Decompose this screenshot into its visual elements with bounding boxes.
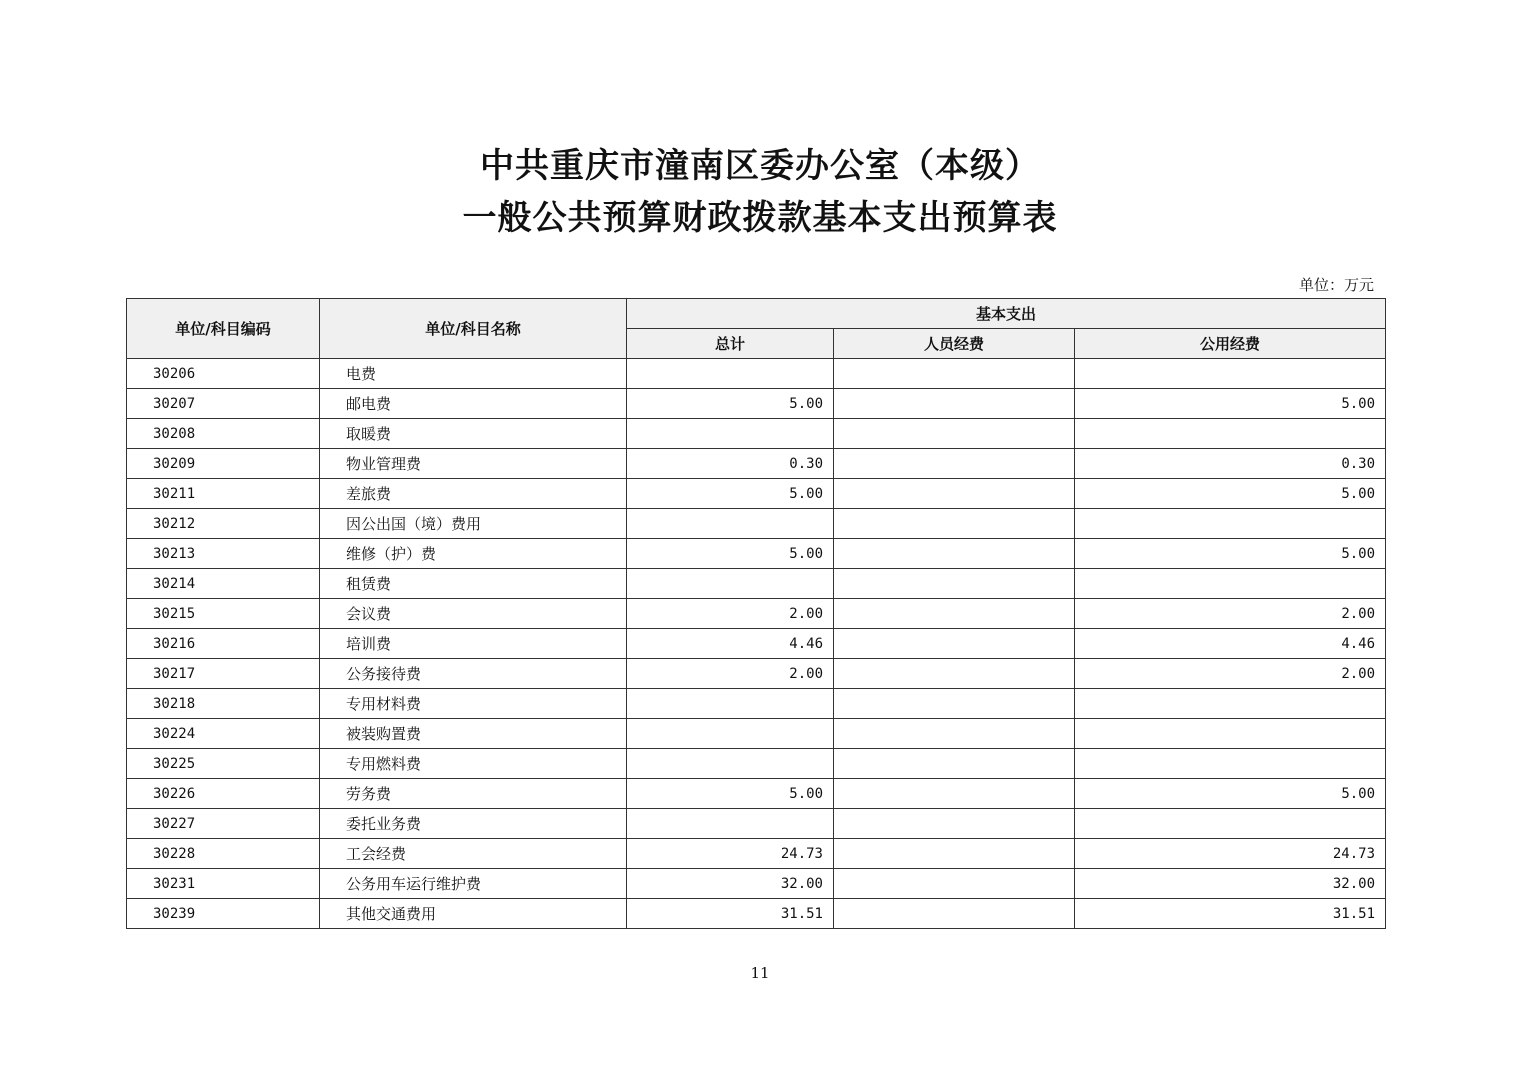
row-personnel <box>834 509 1075 539</box>
row-personnel <box>834 539 1075 569</box>
row-name: 公务接待费 <box>320 659 627 689</box>
row-code: 30217 <box>127 659 320 689</box>
table-row <box>127 389 1386 419</box>
row-name: 维修（护）费 <box>320 539 627 569</box>
row-code: 30239 <box>127 899 320 929</box>
header-personnel: 人员经费 <box>834 329 1075 359</box>
row-code: 30216 <box>127 629 320 659</box>
row-code: 30209 <box>127 449 320 479</box>
row-name: 培训费 <box>320 629 627 659</box>
row-public <box>1075 419 1386 449</box>
row-public: 31.51 <box>1075 899 1386 929</box>
row-public: 32.00 <box>1075 869 1386 899</box>
row-name: 电费 <box>320 359 627 389</box>
row-code: 30228 <box>127 839 320 869</box>
page-title: 中共重庆市潼南区委办公室（本级） <box>480 146 1040 186</box>
row-personnel <box>834 659 1075 689</box>
row-code: 30214 <box>127 569 320 599</box>
row-total: 32.00 <box>627 869 834 899</box>
row-public <box>1075 809 1386 839</box>
row-code: 30208 <box>127 419 320 449</box>
row-total <box>627 809 834 839</box>
row-name: 因公出国（境）费用 <box>320 509 627 539</box>
row-personnel <box>834 569 1075 599</box>
row-personnel <box>834 749 1075 779</box>
page-subtitle: 一般公共预算财政拨款基本支出预算表 <box>462 198 1058 238</box>
row-name: 差旅费 <box>320 479 627 509</box>
row-name: 会议费 <box>320 599 627 629</box>
row-name: 取暖费 <box>320 419 627 449</box>
row-personnel <box>834 449 1075 479</box>
row-name: 邮电费 <box>320 389 627 419</box>
table-row <box>127 899 1386 929</box>
row-total <box>627 719 834 749</box>
table-row <box>127 749 1386 779</box>
row-total: 4.46 <box>627 629 834 659</box>
unit-label: 单位：万元 <box>1298 276 1374 294</box>
row-code: 30212 <box>127 509 320 539</box>
row-total <box>627 359 834 389</box>
table-row <box>127 779 1386 809</box>
row-code: 30213 <box>127 539 320 569</box>
row-code: 30211 <box>127 479 320 509</box>
header-code: 单位/科目编码 <box>127 299 320 359</box>
row-public: 5.00 <box>1075 779 1386 809</box>
row-personnel <box>834 899 1075 929</box>
row-name: 委托业务费 <box>320 809 627 839</box>
table-row <box>127 659 1386 689</box>
row-public: 4.46 <box>1075 629 1386 659</box>
row-name: 被装购置费 <box>320 719 627 749</box>
row-name: 租赁费 <box>320 569 627 599</box>
row-personnel <box>834 389 1075 419</box>
table-row <box>127 869 1386 899</box>
row-personnel <box>834 629 1075 659</box>
row-total <box>627 509 834 539</box>
row-personnel <box>834 809 1075 839</box>
row-public: 2.00 <box>1075 659 1386 689</box>
table-row <box>127 569 1386 599</box>
row-personnel <box>834 479 1075 509</box>
row-code: 30207 <box>127 389 320 419</box>
row-name: 专用材料费 <box>320 689 627 719</box>
row-total: 31.51 <box>627 899 834 929</box>
header-basic-expenditure: 基本支出 <box>627 299 1386 329</box>
row-public <box>1075 689 1386 719</box>
table-row <box>127 359 1386 389</box>
row-public: 24.73 <box>1075 839 1386 869</box>
table-row <box>127 629 1386 659</box>
table-body <box>127 359 1386 929</box>
row-code: 30227 <box>127 809 320 839</box>
header-total: 总计 <box>627 329 834 359</box>
row-public <box>1075 749 1386 779</box>
table-row <box>127 809 1386 839</box>
table-row <box>127 689 1386 719</box>
row-code: 30215 <box>127 599 320 629</box>
row-public: 2.00 <box>1075 599 1386 629</box>
row-code: 30225 <box>127 749 320 779</box>
row-public <box>1075 509 1386 539</box>
row-total: 2.00 <box>627 599 834 629</box>
row-public <box>1075 359 1386 389</box>
row-public: 5.00 <box>1075 539 1386 569</box>
table-row <box>127 479 1386 509</box>
row-total: 5.00 <box>627 389 834 419</box>
budget-table <box>126 298 1386 929</box>
row-total <box>627 689 834 719</box>
row-public: 0.30 <box>1075 449 1386 479</box>
header-public: 公用经费 <box>1075 329 1386 359</box>
table-row <box>127 719 1386 749</box>
row-name: 劳务费 <box>320 779 627 809</box>
row-name: 专用燃料费 <box>320 749 627 779</box>
row-public: 5.00 <box>1075 389 1386 419</box>
row-code: 30226 <box>127 779 320 809</box>
row-personnel <box>834 719 1075 749</box>
row-total: 0.30 <box>627 449 834 479</box>
row-code: 30218 <box>127 689 320 719</box>
row-total: 2.00 <box>627 659 834 689</box>
row-personnel <box>834 839 1075 869</box>
row-personnel <box>834 599 1075 629</box>
row-public: 5.00 <box>1075 479 1386 509</box>
table-row <box>127 509 1386 539</box>
row-total: 5.00 <box>627 539 834 569</box>
row-total <box>627 569 834 599</box>
row-total: 5.00 <box>627 779 834 809</box>
row-personnel <box>834 869 1075 899</box>
row-public <box>1075 719 1386 749</box>
table-row <box>127 419 1386 449</box>
table-row <box>127 449 1386 479</box>
row-code: 30231 <box>127 869 320 899</box>
page-number: 11 <box>750 964 770 982</box>
row-code: 30206 <box>127 359 320 389</box>
row-total: 5.00 <box>627 479 834 509</box>
row-total: 24.73 <box>627 839 834 869</box>
row-personnel <box>834 689 1075 719</box>
row-name: 工会经费 <box>320 839 627 869</box>
table-row <box>127 539 1386 569</box>
row-code: 30224 <box>127 719 320 749</box>
table-row <box>127 599 1386 629</box>
row-name: 公务用车运行维护费 <box>320 869 627 899</box>
row-name: 其他交通费用 <box>320 899 627 929</box>
row-personnel <box>834 779 1075 809</box>
row-total <box>627 419 834 449</box>
header-name: 单位/科目名称 <box>320 299 627 359</box>
row-name: 物业管理费 <box>320 449 627 479</box>
table-row <box>127 839 1386 869</box>
row-total <box>627 749 834 779</box>
row-personnel <box>834 419 1075 449</box>
row-public <box>1075 569 1386 599</box>
row-personnel <box>834 359 1075 389</box>
